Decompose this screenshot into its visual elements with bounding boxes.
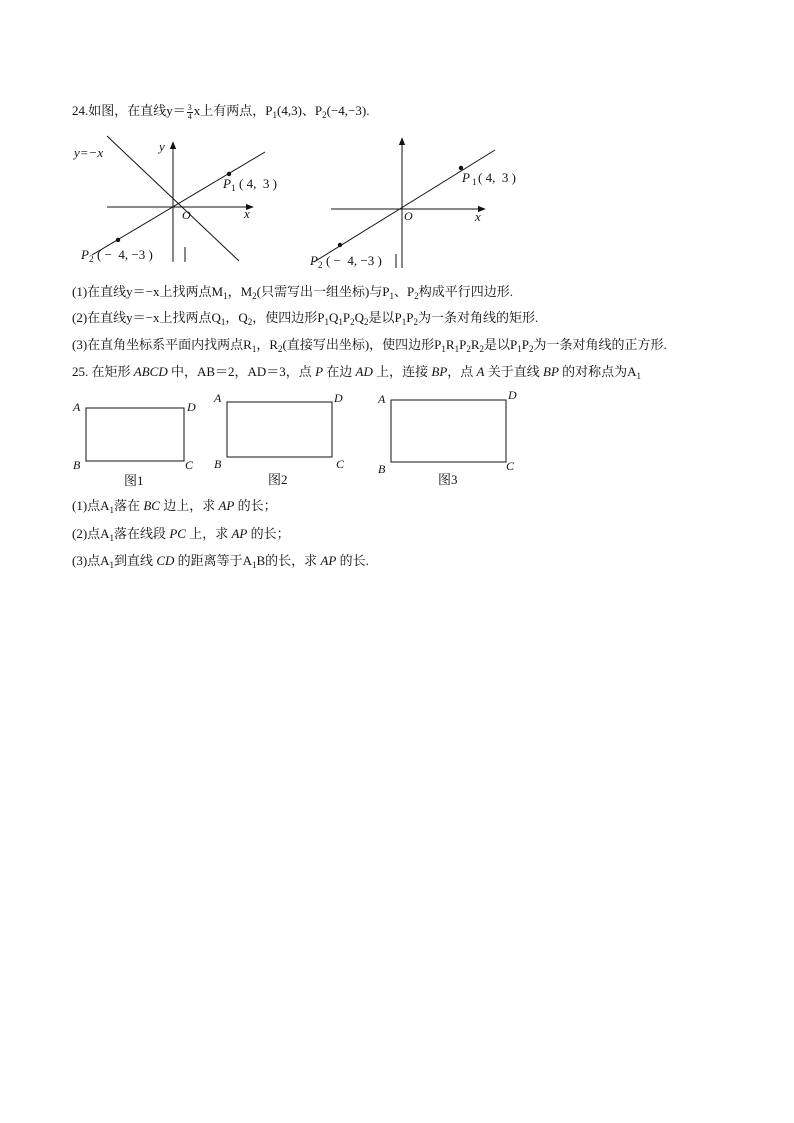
text: 是以P [368,310,402,325]
sub: 1 [109,505,115,515]
text: 为一条对角线的正方形. [533,337,667,352]
q24-text-d: (−4,−3). [326,103,370,118]
text: Q [329,310,339,325]
sub: 1 [272,110,277,120]
sub: 1 [251,344,257,354]
q25-part2 [72,526,290,542]
text: BP [543,364,559,379]
sub: 2 [479,344,484,354]
sub: 1 [338,317,343,327]
label-p2-coords: ( − 4, −3 ) [97,247,153,262]
label-p1-coords: ( 4, 3 ) [478,170,516,185]
text: Q [354,310,365,325]
label-b: B [73,458,81,472]
text: 边上，求 [159,498,219,513]
caption-fig3: 图3 [438,472,458,487]
label-a: A [378,392,386,406]
label-p2-name: P [310,253,318,268]
label-p2-sub: 2 [318,260,323,270]
label-x-axis: x [475,209,481,224]
sub: 1 [389,291,395,301]
text: BP [431,364,448,379]
text: P [521,337,529,352]
text: ，点 [447,364,477,379]
sub: 1 [220,317,226,327]
label-p2-coords: ( − 4, −3 ) [326,253,382,268]
text: (只需写出一组坐标)与P [256,284,390,299]
text: ，M [227,284,253,299]
sub: 2 [528,344,534,354]
text: 的长. [336,553,369,568]
text: (3)点A [72,553,110,568]
text: P [315,364,324,379]
text: (1)点A [72,498,110,513]
sub: 1 [223,291,228,301]
label-p1-sub: 1 [231,183,236,193]
label-c: C [185,458,194,472]
sub: 2 [466,344,471,354]
q24-text-b: x上有两点，P [193,103,273,118]
label-x-axis: x [244,206,250,221]
sub: 2 [252,291,257,301]
caption-fig1: 图1 [124,473,144,488]
rectangle-fig1 [86,408,184,461]
text: AP [218,498,235,513]
text: 落在 [114,498,144,513]
text: 为一条对角线的矩形. [418,310,539,325]
text: 25. 在矩形 [72,364,134,379]
sub: 1 [454,344,460,354]
text: (2)点A [72,526,110,541]
label-c: C [336,457,345,471]
sub: 1 [324,317,330,327]
caption-fig2: 图2 [268,472,288,487]
text: (3)在直角坐标系平面内找两点R [72,337,252,352]
sub: 1 [636,371,642,381]
text: ，R [256,337,279,352]
sub: 1 [252,560,257,570]
text: R [470,337,480,352]
label-p1-name: P [462,170,470,185]
text: AD [355,364,373,379]
label-line-y-eq-neg-x: y=−x [74,145,104,160]
frac-denominator: 4 [187,111,192,121]
text: 是以P [483,337,518,352]
q25-part3 [72,553,369,569]
q24-number: 24. [72,103,89,118]
label-p2-sub: 2 [89,254,94,264]
text: R [445,337,455,352]
text: 的长； [234,498,277,513]
text: ，Q [225,310,248,325]
text: 的长； [247,526,290,541]
text: 的对称点为A [558,364,637,379]
sub: 2 [322,110,327,120]
text: (2)在直线y＝−x上找两点Q [72,310,221,325]
rectangle-fig3 [391,400,506,462]
sub: 2 [414,291,419,301]
text: AP [231,526,248,541]
text: PC [169,526,186,541]
text: 、P [394,284,415,299]
text: 在边 [323,364,356,379]
text: 落在线段 [114,526,170,541]
label-p2-name: P [81,247,89,262]
label-p1-coords: ( 4, 3 ) [239,176,277,191]
text: 上，连接 [372,364,432,379]
sub: 1 [401,317,407,327]
text: P [459,337,467,352]
label-b: B [214,457,222,471]
label-d: D [508,388,517,402]
sub: 1 [109,560,115,570]
rectangle-fig2 [227,402,332,457]
text: ABCD [133,364,168,379]
label-origin: O [182,208,191,222]
sub: 2 [278,344,283,354]
text: 到直线 [114,553,157,568]
text: CD [156,553,175,568]
text: 构成平行四边形. [418,284,514,299]
label-y-axis: y [159,139,165,154]
text: P [406,310,414,325]
text: (直接写出坐标)，使四边形P [282,337,442,352]
sub: 2 [247,317,253,327]
text: AP [320,553,337,568]
sub: 1 [109,533,115,543]
label-a: A [73,400,81,414]
frac-numerator: 3 [187,102,192,112]
sub: 1 [441,344,446,354]
text: 关于直线 [484,364,544,379]
label-a: A [214,391,222,405]
sub: 2 [350,317,355,327]
text: BC [143,498,160,513]
label-c: C [506,459,515,473]
q25-part1 [72,498,277,514]
text: 上，求 [185,526,232,541]
text: A [476,364,485,379]
label-d: D [334,391,343,405]
sub: 2 [413,317,418,327]
label-p1-sub: 1 [472,177,477,187]
sub: 2 [364,317,369,327]
q24-text-a: 如图，在直线y＝ [88,103,186,118]
text: 的距离等于A [174,553,253,568]
sub: 1 [517,344,522,354]
label-p1-name: P [223,176,231,191]
label-b: B [378,462,386,476]
label-origin: O [404,209,413,223]
text: B的长，求 [256,553,321,568]
text: (1)在直线y＝−x上找两点M [72,284,224,299]
text: ，使四边形P [252,310,325,325]
q24-text-c: (4,3)、P [277,103,323,118]
label-d: D [187,400,196,414]
text: P [342,310,351,325]
text: 中，AB＝2，AD＝3，点 [167,364,316,379]
